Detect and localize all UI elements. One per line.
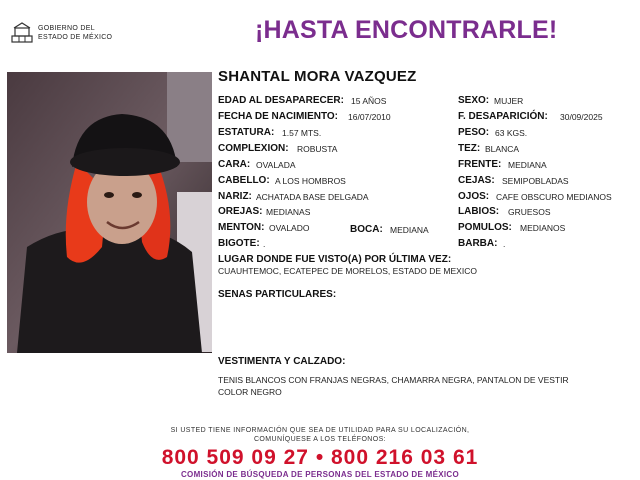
clothing-line1: TENIS BLANCOS CON FRANJAS NEGRAS, CHAMARRA NEGRA, PANTALON DE VESTIR (218, 375, 569, 385)
person-name: SHANTAL MORA VAZQUEZ (218, 68, 417, 85)
value-ojos: CAFE OBSCURO MEDIANOS (496, 192, 612, 202)
field-fecha-nacimiento: FECHA DE NACIMIENTO: (218, 111, 338, 122)
value-peso: 63 KGS. (495, 128, 528, 138)
value-tez: BLANCA (485, 144, 520, 154)
value-edad: 15 AÑOS (351, 96, 387, 106)
value-labios: GRUESOS (508, 207, 551, 217)
last-seen-label: LUGAR DONDE FUE VISTO(A) POR ÚLTIMA VEZ: (218, 254, 452, 265)
field-nariz: NARIZ: (218, 191, 252, 202)
value-estatura: 1.57 MTS. (282, 128, 322, 138)
field-cara: CARA: (218, 159, 251, 170)
field-ojos: OJOS: (458, 191, 490, 202)
field-barba: BARBA: (458, 238, 498, 249)
value-boca: MEDIANA (390, 225, 429, 235)
field-boca: BOCA: (350, 224, 383, 235)
value-nariz: ACHATADA BASE DELGADA (256, 192, 369, 202)
last-seen-value: CUAUHTEMOC, ECATEPEC DE MORELOS, ESTADO DE MEXICO (218, 266, 477, 276)
value-menton: OVALADO (269, 223, 310, 233)
contact-notice-line1: SI USTED TIENE INFORMACIÓN QUE SEA DE UTILIDAD PARA SU LOCALIZACIÓN, (170, 427, 470, 434)
value-barba: . (503, 239, 506, 249)
field-menton: MENTON: (218, 222, 265, 233)
marks-label: SENAS PARTICULARES: (218, 289, 337, 300)
field-fecha-desaparicion: F. DESAPARICIÓN: (458, 111, 548, 122)
poster-headline: ¡HASTA ENCONTRARLE! (255, 16, 558, 44)
value-cabello: A LOS HOMBROS (275, 176, 346, 186)
agency-name: COMISIÓN DE BÚSQUEDA DE PERSONAS DEL ESTADO DE MÉXICO (180, 470, 459, 479)
field-labios: LABIOS: (458, 206, 500, 217)
field-bigote: BIGOTE: (218, 238, 260, 249)
field-pomulos: POMULOS: (458, 222, 512, 233)
field-sexo: SEXO: (458, 95, 490, 106)
field-orejas: OREJAS: (218, 206, 263, 217)
field-cabello: CABELLO: (218, 175, 270, 186)
value-bigote: . (263, 239, 266, 249)
value-frente: MEDIANA (508, 160, 547, 170)
value-fecha-nacimiento: 16/07/2010 (348, 112, 391, 122)
value-orejas: MEDIANAS (266, 207, 311, 217)
state-emblem-icon (10, 22, 34, 44)
clothing-line2: COLOR NEGRO (218, 387, 282, 397)
value-cara: OVALADA (256, 160, 296, 170)
contact-notice-line2: COMUNÍQUESE A LOS TELÉFONOS: (253, 436, 387, 443)
value-complexion: ROBUSTA (297, 144, 338, 154)
logo-line1: GOBIERNO DEL (38, 25, 95, 32)
field-tez: TEZ: (458, 143, 481, 154)
clothing-label: VESTIMENTA Y CALZADO: (218, 356, 346, 367)
field-estatura: ESTATURA: (218, 127, 275, 138)
government-logo (10, 22, 120, 46)
field-complexion: COMPLEXION: (218, 143, 289, 154)
value-pomulos: MEDIANOS (520, 223, 566, 233)
value-fecha-desaparicion: 30/09/2025 (560, 112, 603, 122)
field-frente: FRENTE: (458, 159, 502, 170)
field-edad: EDAD AL DESAPARECER: (218, 95, 344, 106)
phone-numbers: 800 509 09 27 • 800 216 03 61 (161, 446, 479, 469)
portrait-illustration (7, 72, 212, 353)
missing-person-photo (7, 72, 212, 353)
value-sexo: MUJER (494, 96, 524, 106)
field-cejas: CEJAS: (458, 175, 495, 186)
value-cejas: SEMIPOBLADAS (502, 176, 569, 186)
field-peso: PESO: (458, 127, 490, 138)
logo-line2: ESTADO DE MÉXICO (38, 34, 113, 41)
